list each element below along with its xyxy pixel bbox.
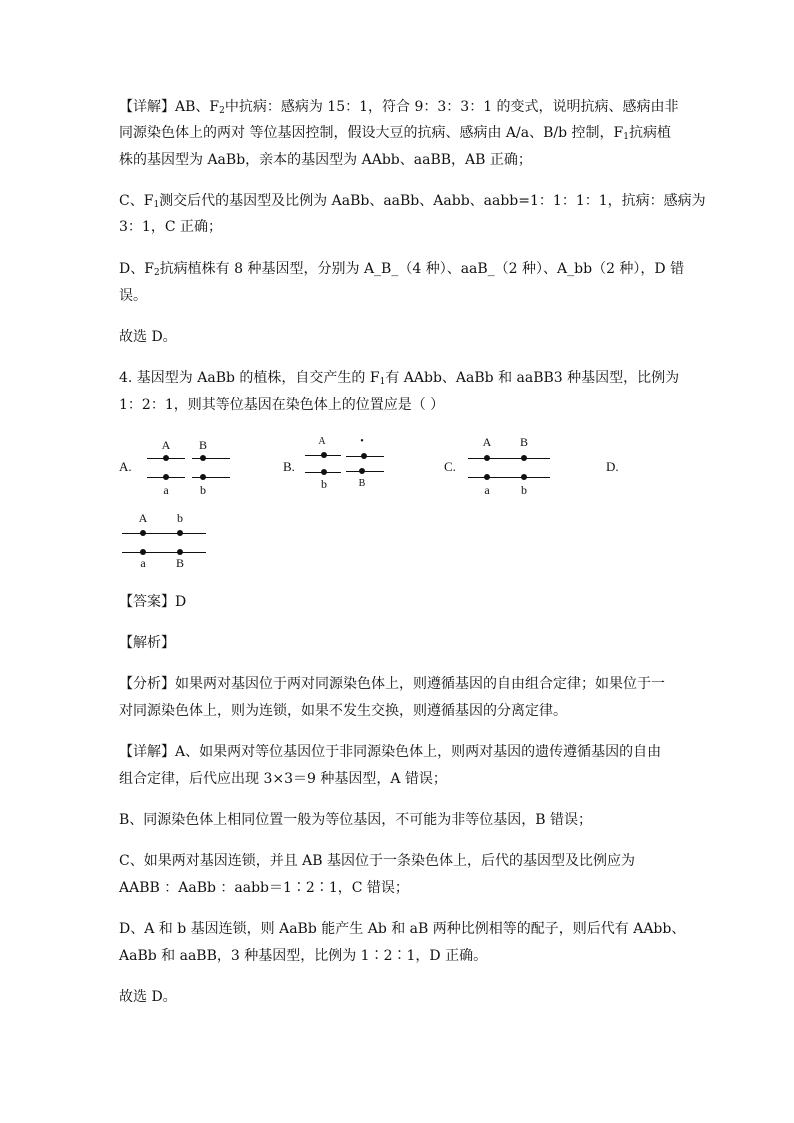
option-a-diagram[interactable] <box>145 437 235 497</box>
gene-label: a <box>163 483 169 497</box>
gene-label: B <box>519 435 528 449</box>
gene-locus <box>321 452 327 458</box>
gene-label: A <box>482 435 492 449</box>
q4-analysis-line-2: 对同源染色体上，则为连锁，如果不发生交换，则遵循基因的分离定律。 <box>119 703 567 719</box>
chromosome-line <box>192 458 230 459</box>
gene-label: b <box>200 483 206 497</box>
gene-locus <box>484 455 490 461</box>
gene-label: b <box>177 511 183 525</box>
gene-label: a <box>140 556 146 570</box>
gene-locus <box>200 455 206 461</box>
chromosome-line <box>192 477 230 478</box>
q4-stem-line-2: 1：2：1，则其等位基因在染色体上的位置应是（ ） <box>119 397 445 413</box>
chromosome-line <box>468 458 550 459</box>
gene-label: • <box>360 436 364 447</box>
q3-option-c-line-1: C、$F_1$测交后代的基因型及比例为 AaBb、aaBb、Aabb、aabb=1：1：1：1，抗病：感病为 <box>119 193 706 210</box>
gene-locus <box>521 455 527 461</box>
gene-label: A <box>318 436 326 447</box>
q3-detail-line-1: 【详解】AB、$F_2$中抗病：感病为 15：1，符合 9：3：3：1 的变式，说明抗病、感病由非 <box>119 99 679 116</box>
option-c-label[interactable]: C. <box>444 459 456 474</box>
gene-locus <box>200 474 206 480</box>
chromosome-line <box>468 477 550 478</box>
q4-answer: 【答案】D <box>119 594 187 610</box>
gene-locus <box>359 468 365 474</box>
option-d-label[interactable]: D. <box>606 459 619 474</box>
q3-conclusion: 故选 D。 <box>119 329 177 345</box>
q4-detail-d-line-1: D、A 和 b 基因连锁，则 AaBb 能产生 Ab 和 aB 两种比例相等的配子，则后代有 AAbb、 <box>119 921 686 937</box>
detail-tag: 【详解】 <box>119 99 175 115</box>
option-d-diagram[interactable] <box>120 509 210 571</box>
gene-locus <box>484 474 490 480</box>
q4-detail-d-line-2: AaBb 和 aaBB，3 种基因型，比例为 1∶2∶1，D 正确。 <box>119 948 488 964</box>
gene-label: b <box>321 477 327 491</box>
q3-option-d-line-2: 误。 <box>119 288 147 304</box>
option-c-diagram[interactable] <box>466 434 556 497</box>
gene-label: B <box>175 556 184 570</box>
q3-detail-line-3: 株的基因型为 AaBb，亲本的基因型为 AAbb、aaBB，AB 正确； <box>119 152 532 168</box>
gene-locus <box>163 474 169 480</box>
gene-locus <box>521 474 527 480</box>
q4-detail-b: B、同源染色体上相同位置一般为等位基因，不可能为非等位基因，B 错误； <box>119 812 593 828</box>
option-b-label[interactable]: B. <box>283 459 295 474</box>
chromosome-line <box>122 552 206 553</box>
gene-locus <box>177 530 183 536</box>
gene-locus <box>140 549 146 555</box>
gene-label: A <box>138 511 148 525</box>
gene-label: b <box>521 483 527 497</box>
q4-detail-a-line-2: 组合定律，后代应出现 3×3＝9 种基因型，A 错误； <box>119 771 447 787</box>
gene-locus <box>361 453 367 459</box>
gene-label: a <box>484 483 490 497</box>
q4-detail-a-line-1: 【详解】A、如果两对等位基因位于非同源染色体上，则两对基因的遗传遵循基因的自由 <box>119 744 662 760</box>
q3-option-c-line-2: 3：1，C 正确； <box>119 219 222 235</box>
gene-label: A <box>161 438 171 452</box>
gene-locus <box>140 530 146 536</box>
gene-locus <box>163 455 169 461</box>
gene-label: B <box>358 478 366 489</box>
q4-analysis-heading: 【解析】 <box>119 635 175 651</box>
gene-label: B <box>198 438 207 452</box>
gene-locus <box>321 469 327 475</box>
q4-analysis-line-1: 【分析】如果两对基因位于两对同源染色体上，则遵循基因的自由组合定律；如果位于一 <box>119 676 665 692</box>
q4-detail-c-line-2: AABB ：AaBb ：aabb＝1∶2∶1，C 错误； <box>119 880 409 896</box>
option-b-diagram[interactable] <box>303 434 393 494</box>
q3-option-d-line-1: D、$F_2$抗病植株有 8 种基因型，分别为 A_B_（4 种）、aaB_（2 种）、A_bb（2 种），D 错 <box>119 261 685 278</box>
q3-detail-line-2: 同源染色体上的两对 等位基因控制，假设大豆的抗病、感病由 A/a、B/b 控制，$F_1$抗病植 <box>119 125 671 142</box>
q4-conclusion: 故选 D。 <box>119 989 177 1005</box>
gene-locus <box>177 549 183 555</box>
q4-stem-line-1: 4. 基因型为 AaBb 的植株，自交产生的 $F_1$有 AAbb、AaBb 和 aaBB3 种基因型，比例为 <box>119 370 680 387</box>
q4-detail-c-line-1: C、如果两对基因连锁，并且 AB 基因位于一条染色体上，后代的基因型及比例应为 <box>119 853 636 869</box>
chromosome-line <box>122 533 206 534</box>
chromosome-line <box>346 471 384 472</box>
option-a-label[interactable]: A. <box>119 459 132 474</box>
